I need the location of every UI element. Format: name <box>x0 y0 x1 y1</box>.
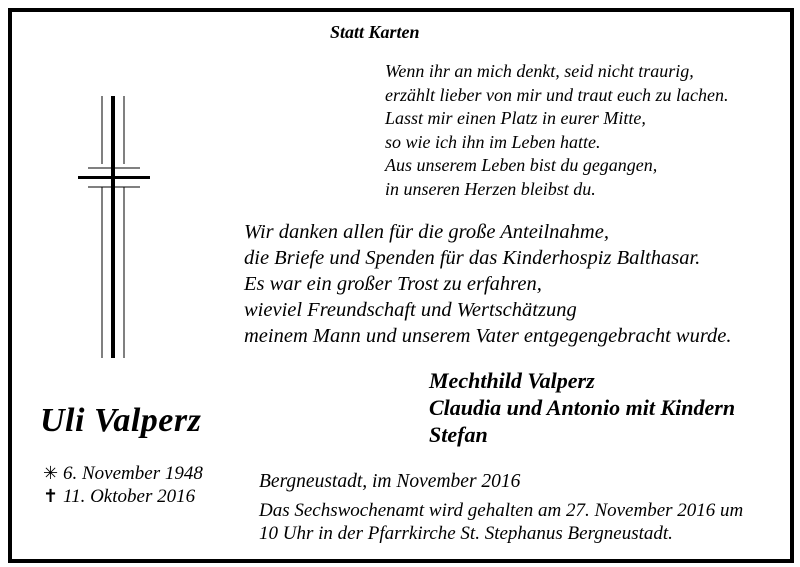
signers <box>429 367 735 448</box>
header-title: Statt Karten <box>330 22 420 42</box>
poem <box>385 60 728 201</box>
poem-line: Aus unserem Leben bist du gegangen, <box>385 155 658 175</box>
death-date: 11. Oktober 2016 <box>63 486 196 507</box>
life-dates <box>43 462 203 508</box>
signer-name: Mechthild Valperz <box>429 368 595 393</box>
thanks-line: Wir danken allen für die große Anteilnahme, <box>244 221 609 243</box>
notice-line: 10 Uhr in der Pfarrkirche St. Stephanus Bergneustadt. <box>259 523 673 544</box>
notice-line: Das Sechswochenamt wird gehalten am 27. November 2016 um <box>259 500 744 521</box>
thanks-line: wieviel Freundschaft und Wertschätzung <box>244 299 577 321</box>
poem-line: so wie ich ihn im Leben hatte. <box>385 131 601 152</box>
service-notice <box>259 499 743 545</box>
poem-line: in unseren Herzen bleibst du. <box>385 178 596 199</box>
poem-line: Lasst mir einen Platz in eurer Mitte, <box>385 108 646 128</box>
death-cross-icon: ✝ <box>43 486 59 506</box>
thanks-line: Es war ein großer Trost zu erfahren, <box>244 273 542 295</box>
thanks-line: die Briefe und Spenden für das Kinderhospiz Balthasar. <box>244 247 701 269</box>
deceased-name: Uli Valperz <box>40 402 202 439</box>
birth-star-icon: ✳ <box>43 463 59 483</box>
birth-row <box>43 462 203 485</box>
place-date: Bergneustadt, im November 2016 <box>259 471 521 492</box>
obituary-card <box>8 8 794 563</box>
birth-date: 6. November 1948 <box>63 463 203 484</box>
poem-line: Wenn ihr an mich denkt, seid nicht traurig, <box>385 61 694 81</box>
death-row <box>43 485 203 508</box>
thanks-line: meinem Mann und unserem Vater entgegengebracht wurde. <box>244 325 732 347</box>
signer-name: Claudia und Antonio mit Kindern <box>429 395 736 420</box>
poem-line: erzählt lieber von mir und traut euch zu lachen. <box>385 84 729 105</box>
cross-icon <box>78 96 150 358</box>
signer-name: Stefan <box>429 422 488 447</box>
thanks-text <box>244 219 732 349</box>
